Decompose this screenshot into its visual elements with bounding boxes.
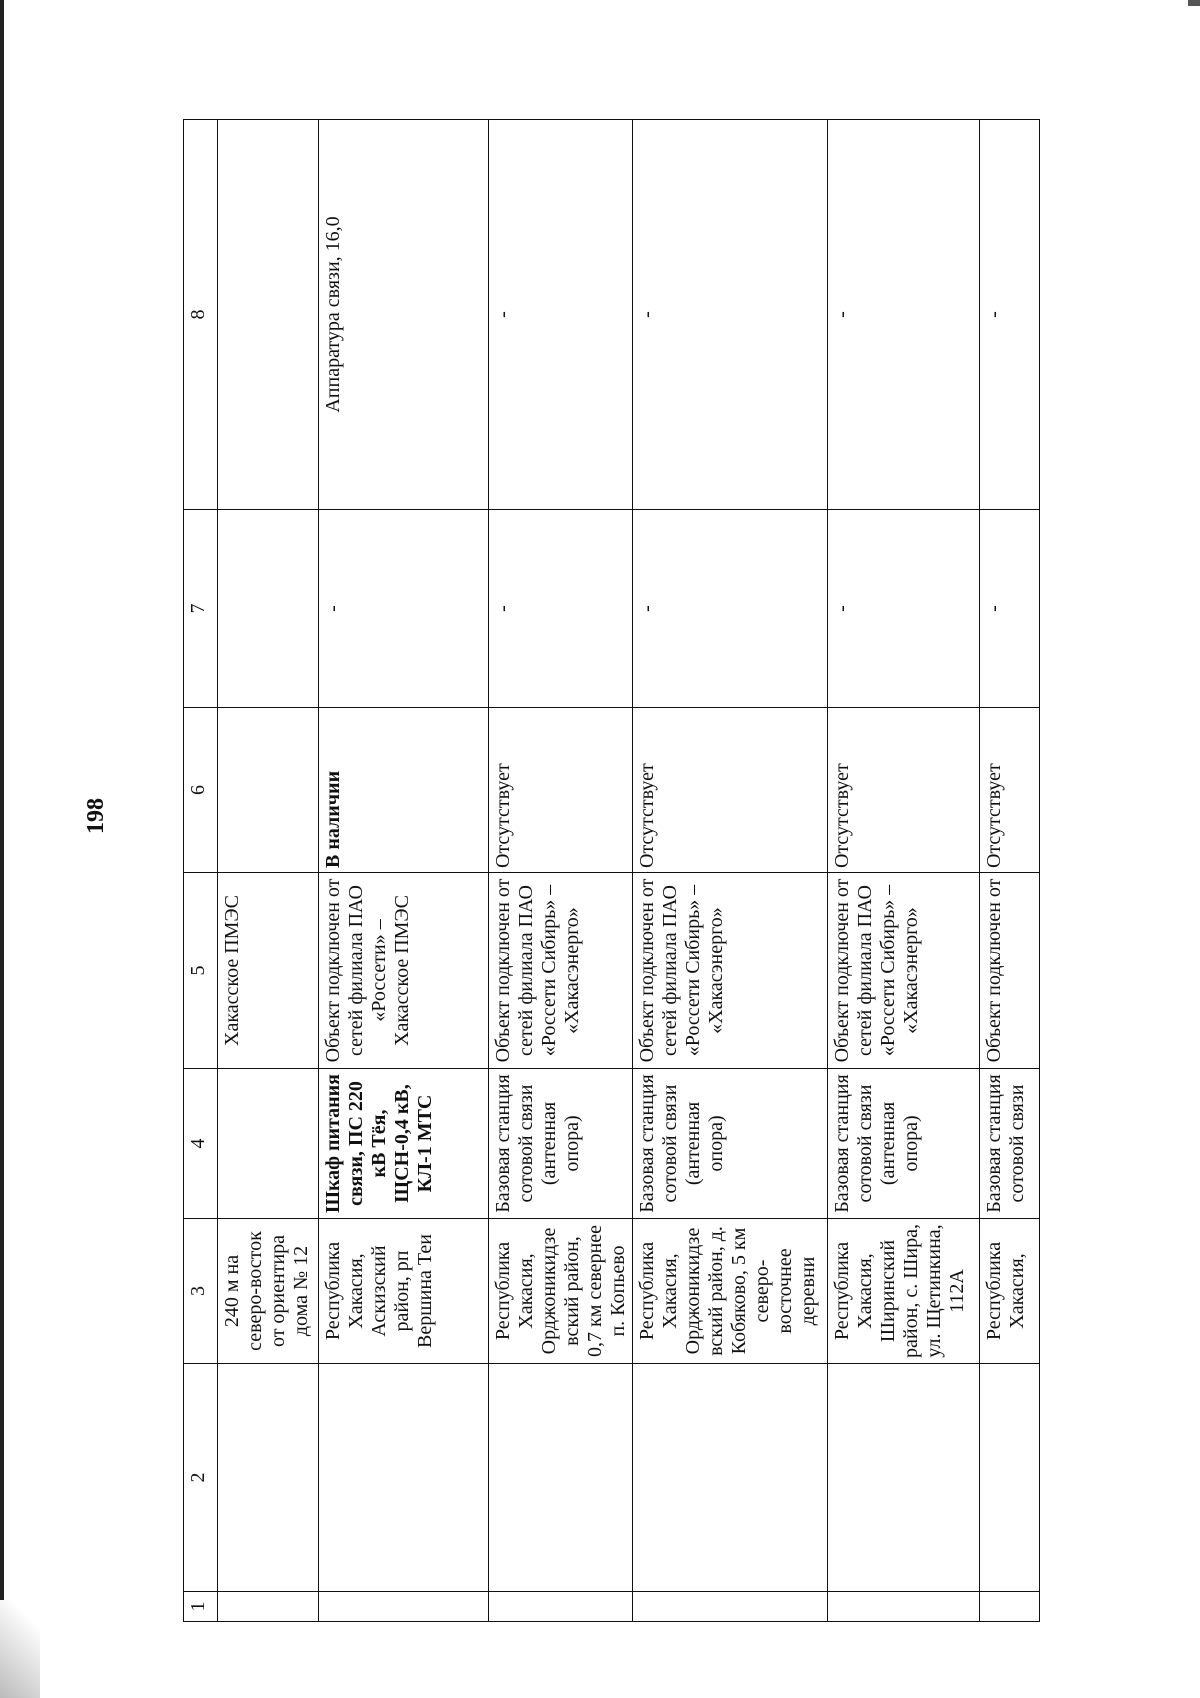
- header-cell: 8: [184, 120, 218, 510]
- cell-address: Республика Хакасия, Орджоникидзевский район, д. Кобяково, 5 км северо-восточнее деревни: [633, 1219, 828, 1364]
- header-cell: 7: [184, 510, 218, 708]
- cell-equipment: -: [980, 120, 1040, 510]
- cell-index: [828, 1592, 980, 1622]
- rotated-table-container: [183, 120, 1043, 1622]
- header-cell: 6: [184, 708, 218, 873]
- cell-availability: Отсутствует: [489, 708, 633, 873]
- cell-connection: Хакасское ПМЭС: [218, 873, 319, 1069]
- scan-noise: [1188, 0, 1200, 6]
- cell-index: [980, 1592, 1040, 1622]
- cell-index: [489, 1592, 633, 1622]
- table-row: [633, 120, 828, 1622]
- table-row: [319, 120, 489, 1622]
- data-table: [183, 119, 1040, 1622]
- scan-edge: [0, 0, 4, 1698]
- cell-index: [633, 1592, 828, 1622]
- cell-name: [633, 1364, 828, 1592]
- cell-object: Базовая станция сотовой связи (антенная опора): [633, 1069, 828, 1219]
- table-row: [489, 120, 633, 1622]
- cell-index: [319, 1592, 489, 1622]
- cell-equipment: Аппаратура связи, 16,0: [319, 120, 489, 510]
- cell-name: [489, 1364, 633, 1592]
- header-cell: 1: [184, 1592, 218, 1622]
- cell-availability: Отсутствует: [633, 708, 828, 873]
- table-row: [828, 120, 980, 1622]
- cell-equipment: -: [828, 120, 980, 510]
- cell-equipment: -: [633, 120, 828, 510]
- cell-address: Республика Хакасия,: [980, 1219, 1040, 1364]
- table-row: [980, 120, 1040, 1622]
- cell-object: Базовая станция сотовой связи (антенная опора): [489, 1069, 633, 1219]
- cell-connection: Объект подключен от сетей филиала ПАО «Россети Сибирь» – «Хакасэнерго»: [489, 873, 633, 1069]
- header-cell: 4: [184, 1069, 218, 1219]
- cell-availability: В наличии: [319, 708, 489, 873]
- page-number: 198: [83, 798, 109, 834]
- cell-object: Базовая станция сотовой связи (антенная опора): [828, 1069, 980, 1219]
- cell-col7: -: [319, 510, 489, 708]
- cell-connection: Объект подключен от сетей филиала ПАО «Россети» – Хакасское ПМЭС: [319, 873, 489, 1069]
- cell-availability: Отсутствует: [828, 708, 980, 873]
- header-cell: 5: [184, 873, 218, 1069]
- cell-name: [828, 1364, 980, 1592]
- cell-name: [980, 1364, 1040, 1592]
- header-cell: 2: [184, 1364, 218, 1592]
- cell-object: [218, 1069, 319, 1219]
- cell-object: Шкаф питания связи, ПС 220 кВ Тёя, ЩСН-0,4 кВ, КЛ-1 МТС: [319, 1069, 489, 1219]
- cell-connection: Объект подключен от сетей филиала ПАО «Россети Сибирь» – «Хакасэнерго»: [633, 873, 828, 1069]
- cell-col7: [218, 510, 319, 708]
- cell-col7: -: [489, 510, 633, 708]
- cell-address: Республика Хакасия, Орджоникидзевский район, 0,7 км севернее п. Копьево: [489, 1219, 633, 1364]
- table-row: [218, 120, 319, 1622]
- cell-col7: -: [980, 510, 1040, 708]
- cell-availability: [218, 708, 319, 873]
- scan-corner-artifact: [0, 1600, 40, 1698]
- cell-address: Республика Хакасия, Аскизский район, рп Вершина Теи: [319, 1219, 489, 1364]
- cell-equipment: -: [489, 120, 633, 510]
- cell-availability: Отсутствует: [980, 708, 1040, 873]
- cell-object: Базовая станция сотовой связи: [980, 1069, 1040, 1219]
- cell-address: 240 м на северо-восток от ориентира дома № 12: [218, 1219, 319, 1364]
- cell-col7: -: [828, 510, 980, 708]
- table-header-row: [184, 120, 218, 1622]
- cell-connection: Объект подключен от: [980, 873, 1040, 1069]
- header-cell: 3: [184, 1219, 218, 1364]
- cell-col7: -: [633, 510, 828, 708]
- cell-address: Республика Хакасия, Ширинский район, с. Шира, ул. Щетинкина, 112А: [828, 1219, 980, 1364]
- cell-name: [319, 1364, 489, 1592]
- cell-index: [218, 1592, 319, 1622]
- cell-connection: Объект подключен от сетей филиала ПАО «Россети Сибирь» – «Хакасэнерго»: [828, 873, 980, 1069]
- cell-equipment: [218, 120, 319, 510]
- cell-name: [218, 1364, 319, 1592]
